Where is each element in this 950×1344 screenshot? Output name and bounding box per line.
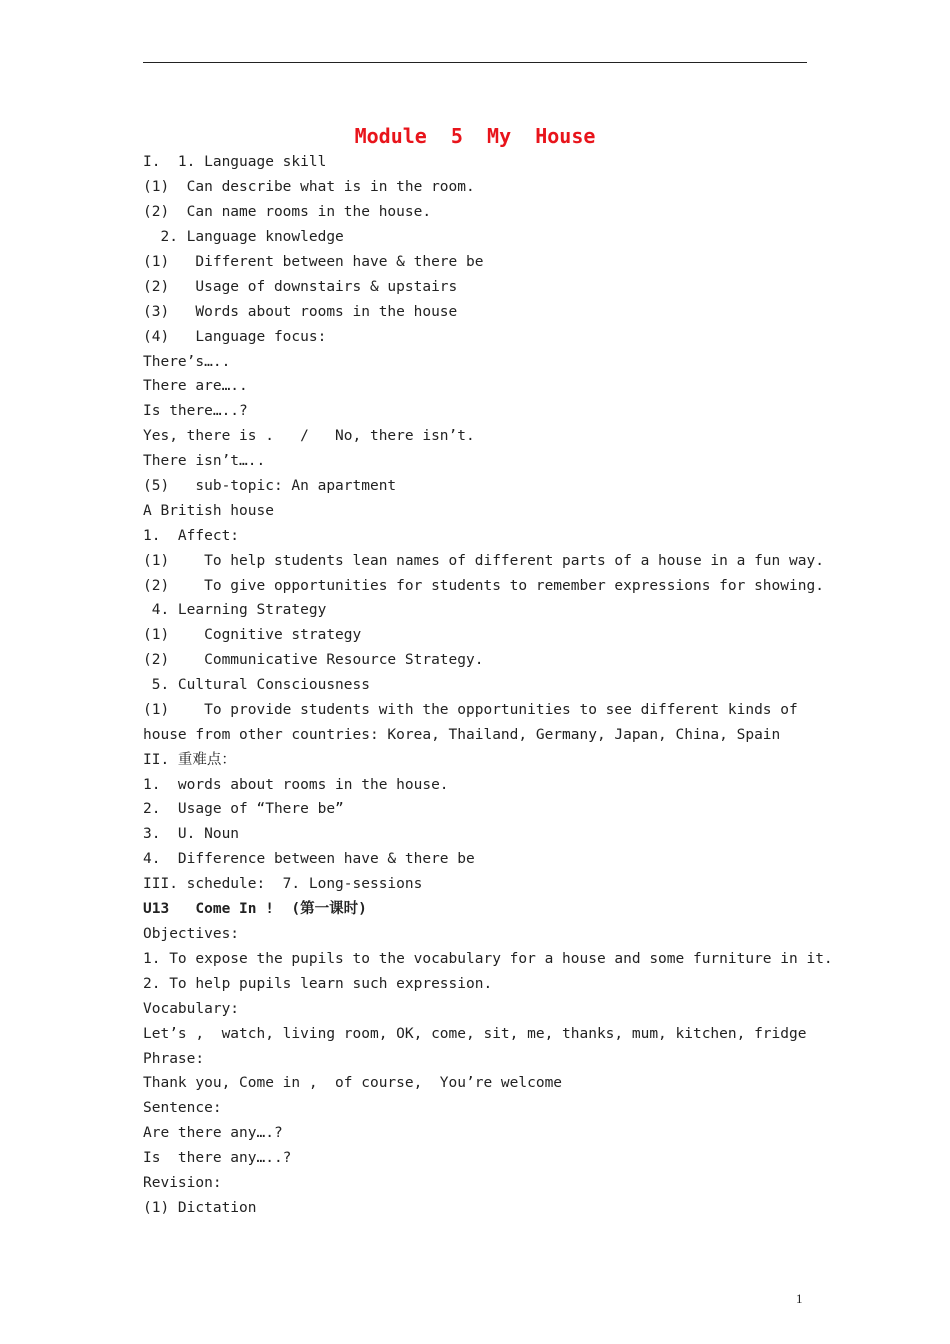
text-line: 5. Cultural Consciousness [143, 677, 370, 693]
text-line: 1. To expose the pupils to the vocabulary for a house and some furniture in it. [143, 951, 833, 967]
text-line: Is there any…..? [143, 1150, 292, 1166]
text-line: (1) Cognitive strategy [143, 627, 362, 643]
text-line: (1) Can describe what is in the room. [143, 179, 475, 195]
text-line: (1) To help students lean names of different parts of a house in a fun way. [143, 553, 824, 569]
text-line: Objectives: [143, 926, 240, 942]
text-line: I. 1. Language skill [143, 154, 327, 170]
page-title: Module 5 My House [354, 124, 596, 148]
text-line: (4) Language focus: [143, 329, 327, 345]
text-line: 4. Difference between have & there be [143, 851, 475, 867]
text-line: A British house [143, 503, 274, 519]
page-number: 1 [796, 1291, 803, 1306]
text-line: house from other countries: Korea, Thailand, Germany, Japan, China, Spain [143, 727, 781, 743]
text-line: 3. U. Noun [143, 826, 240, 842]
text-line: (1) Different between have & there be [143, 254, 484, 270]
text-line: (2) Can name rooms in the house. [143, 204, 432, 220]
text-line: II. 重难点： [143, 752, 236, 768]
text-line: Phrase: [143, 1051, 205, 1067]
text-line: There isn’t….. [143, 453, 266, 469]
text-line: 1. words about rooms in the house. [143, 777, 449, 793]
text-line: There are….. [143, 378, 248, 394]
text-line: Vocabulary: [143, 1001, 240, 1017]
text-line: Sentence: [143, 1100, 222, 1116]
text-line: 2. Language knowledge [143, 229, 344, 245]
text-line: Yes, there is . / No, there isn’t. [143, 428, 475, 444]
text-line: III. schedule: 7. Long-sessions [143, 876, 423, 892]
text-line: (2) Communicative Resource Strategy. [143, 652, 484, 668]
text-line: (5) sub-topic: An apartment [143, 478, 397, 494]
text-line: Let’s , watch, living room, OK, come, sit, me, thanks, mum, kitchen, fridge [143, 1026, 807, 1042]
text-line: There’s….. [143, 354, 231, 370]
text-line: 1. Affect: [143, 528, 240, 544]
text-line: 2. Usage of “There be” [143, 801, 344, 817]
text-line: Are there any….? [143, 1125, 283, 1141]
header-rule [143, 62, 807, 63]
text-line: Revision: [143, 1175, 222, 1191]
text-line: Is there…..? [143, 403, 248, 419]
text-line: (3) Words about rooms in the house [143, 304, 458, 320]
text-line: (1) Dictation [143, 1200, 257, 1216]
text-line: Thank you, Come in , of course, You’re welcome [143, 1075, 563, 1091]
text-line: 2. To help pupils learn such expression. [143, 976, 493, 992]
text-line: (1) To provide students with the opportunities to see different kinds of [143, 702, 798, 718]
text-line: (2) Usage of downstairs & upstairs [143, 279, 458, 295]
text-line: 4. Learning Strategy [143, 602, 327, 618]
lesson-heading: U13 Come In ! (第一课时) [143, 901, 367, 917]
text-line: (2) To give opportunities for students to remember expressions for showing. [143, 578, 824, 594]
